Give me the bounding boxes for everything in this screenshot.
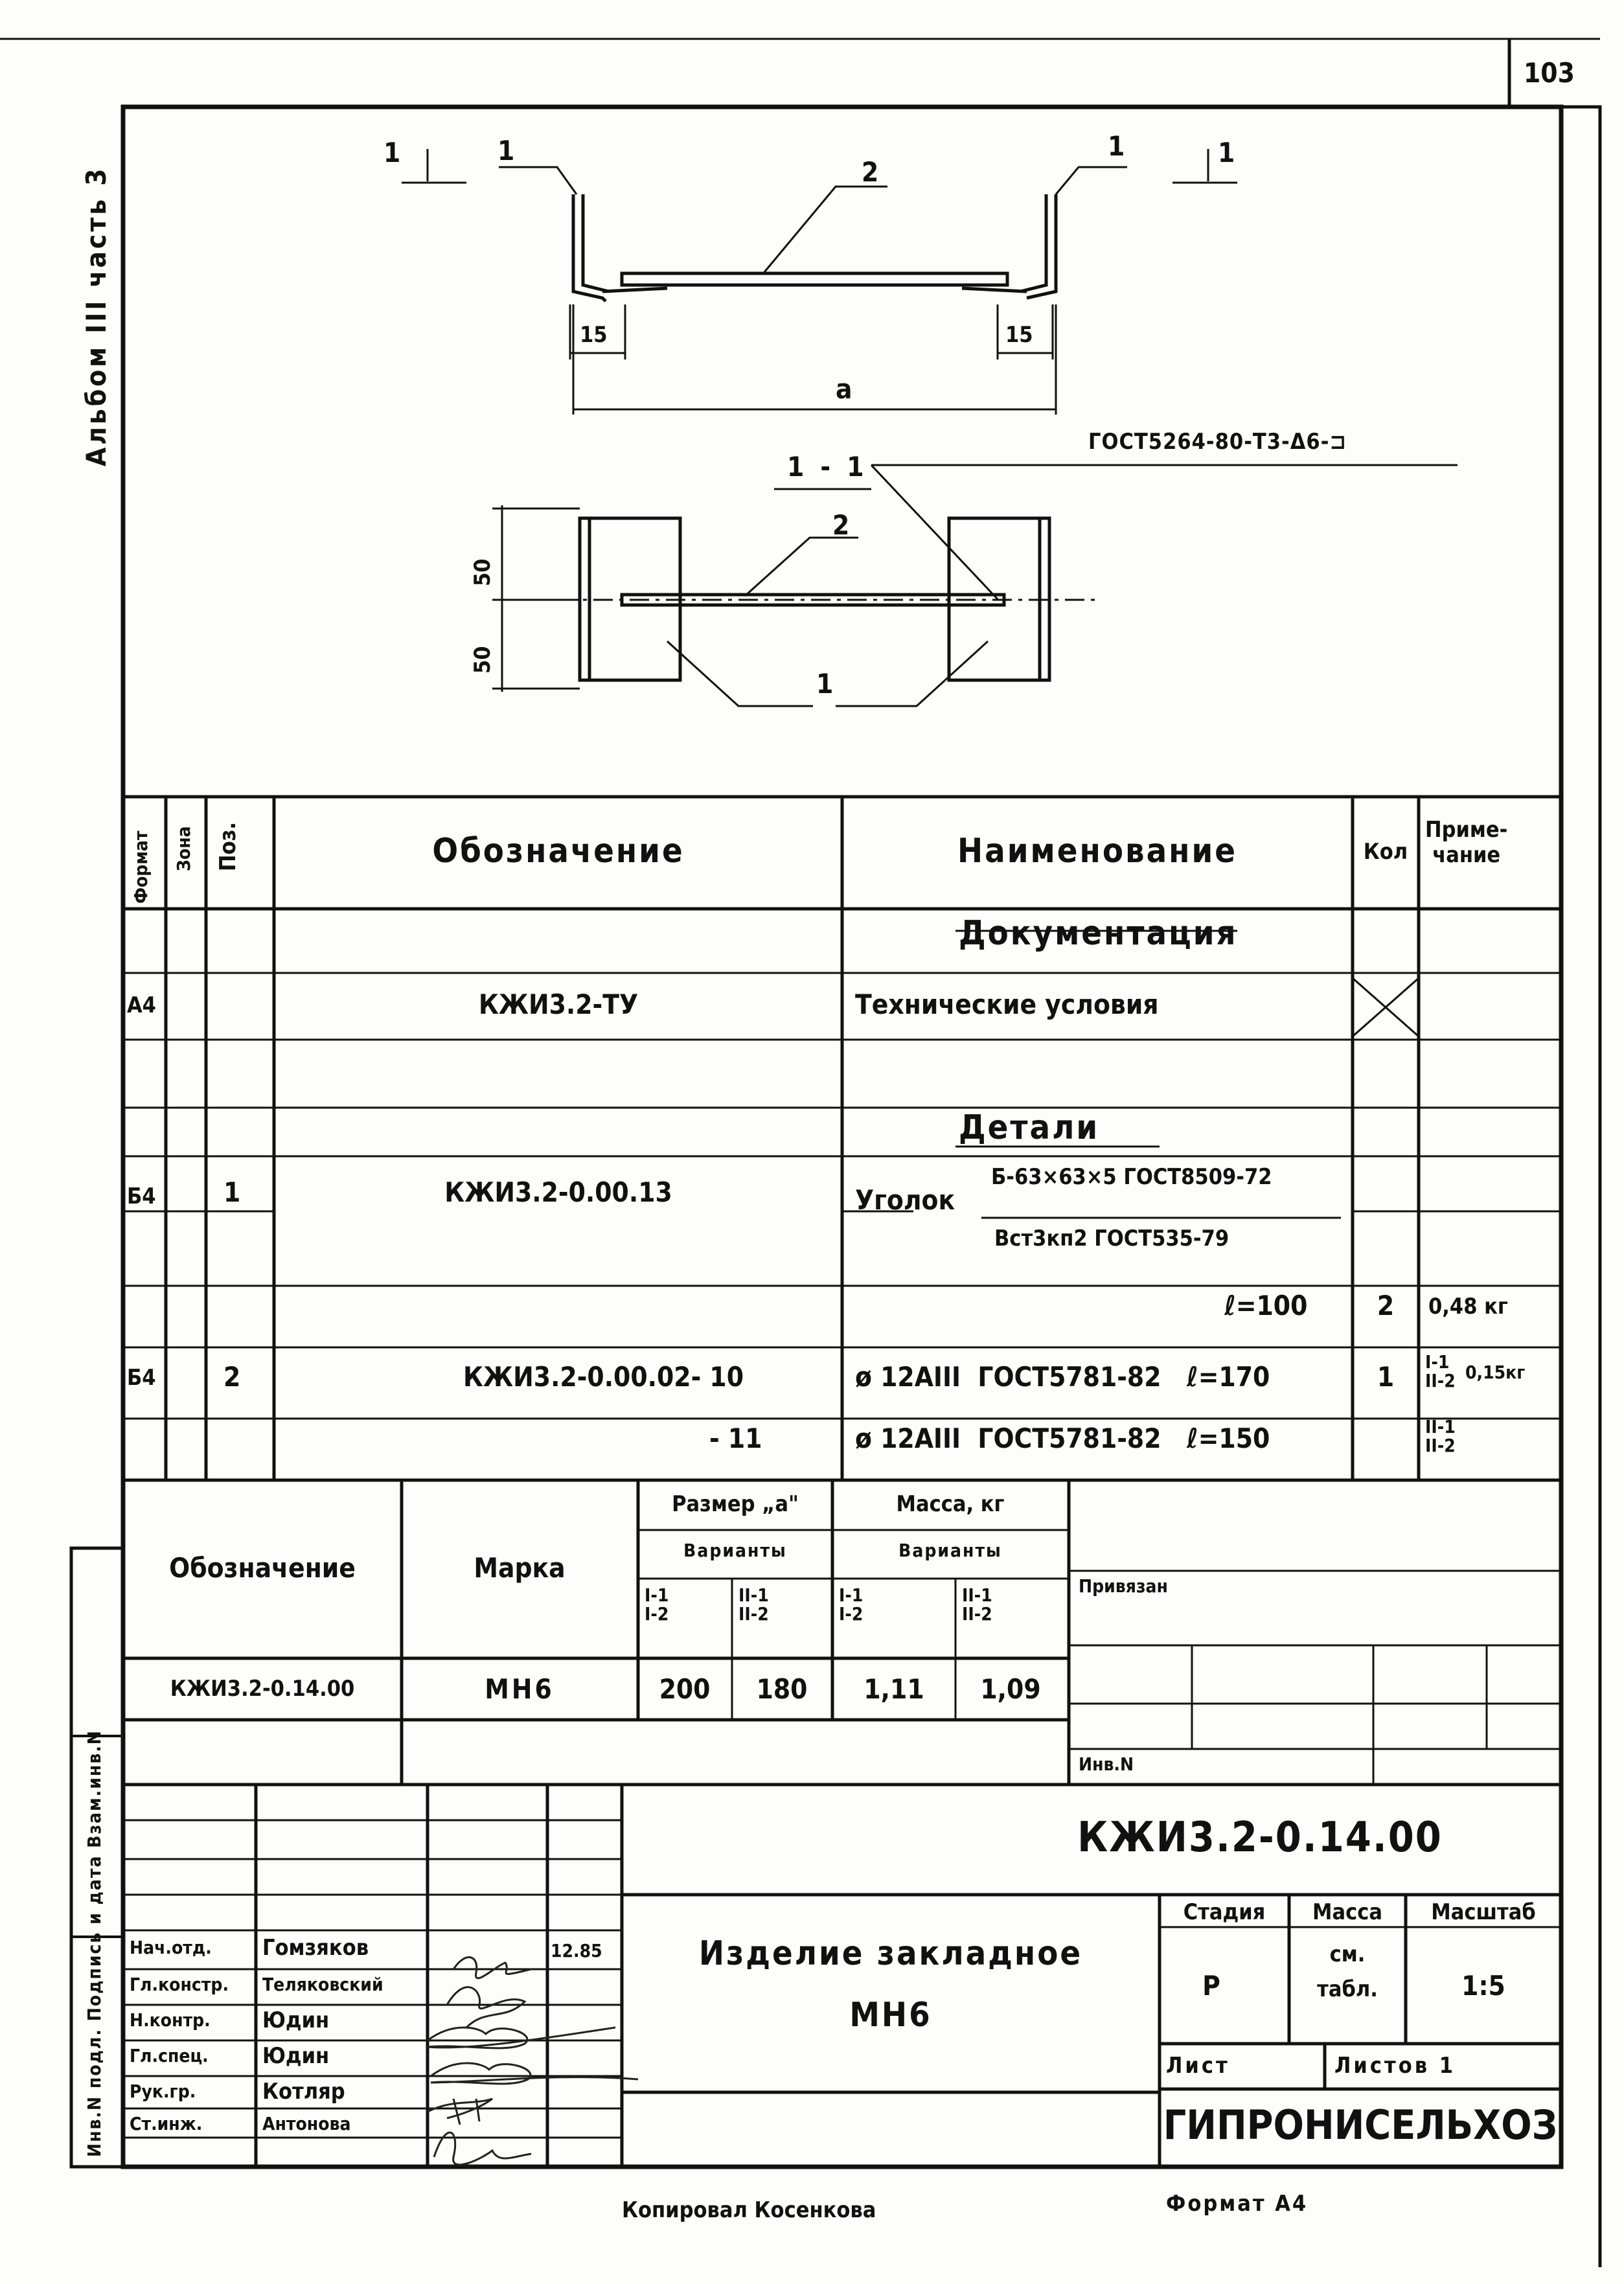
ugolok-format: Б4 xyxy=(127,1183,156,1209)
col-pos-header: Поз. xyxy=(215,821,241,871)
var-a-v2: II-1 II-2 xyxy=(738,1584,769,1625)
col-format-header: Формат xyxy=(130,830,152,904)
col-zone-header: Зона xyxy=(173,826,194,871)
staff-name: Юдин xyxy=(262,2007,330,2033)
var-size-header: Размер „a" xyxy=(672,1491,799,1517)
mass-label: Масса xyxy=(1312,1899,1382,1925)
staff-role: Нач.отд. xyxy=(130,1937,212,1958)
var-mark-header: Марка xyxy=(474,1552,566,1584)
len100: ℓ=100 xyxy=(1224,1290,1308,1321)
staff-role: Н.контр. xyxy=(130,2009,211,2031)
dim-50-bottom: 50 xyxy=(470,646,496,674)
col-name-header: Наименование xyxy=(957,832,1237,871)
rod10-pos: 2 xyxy=(223,1361,241,1393)
staff-name: Юдин xyxy=(262,2043,330,2069)
callout-pos2: 2 xyxy=(862,156,879,188)
copied-by: Копировал Косенкова xyxy=(622,2197,876,2223)
var-mass-header: Масса, кг xyxy=(896,1491,1005,1517)
inv-label: Инв.N xyxy=(1079,1753,1134,1775)
section-pos1: 1 xyxy=(816,668,834,700)
dim-15-right: 15 xyxy=(1005,322,1033,348)
staff-name: Гомзяков xyxy=(262,1935,369,1961)
section-documentation: Документация xyxy=(959,914,1238,953)
staff-name: Теляковский xyxy=(262,1974,383,1995)
dim-a: a xyxy=(836,373,852,405)
var-designation-header: Обозначение xyxy=(169,1552,356,1584)
scale-label: Масштаб xyxy=(1431,1899,1536,1925)
dim-15-left: 15 xyxy=(580,322,608,348)
rod10-note-var: I-1 II-2 xyxy=(1425,1351,1456,1392)
section-pos2: 2 xyxy=(832,509,850,541)
staff-role: Рук.гр. xyxy=(130,2081,196,2102)
section-mark-right: 1 xyxy=(1218,137,1235,168)
var-row-a1: 200 xyxy=(659,1673,711,1705)
page-number: 103 xyxy=(1524,57,1575,89)
stage-value: Р xyxy=(1202,1970,1220,2002)
ugolok-pos: 1 xyxy=(223,1176,241,1208)
stamp-labels: Инв.N подл. Подпись и дата Взам.инв.N xyxy=(84,1730,105,2157)
callout-pos1-left: 1 xyxy=(497,135,515,166)
sign-date: 12.85 xyxy=(551,1940,602,1961)
var-size-variants: Варианты xyxy=(683,1540,787,1561)
section-mark-left: 1 xyxy=(383,137,401,168)
weld-note: ГОСТ5264-80-Т3-Δ6-⊐ xyxy=(1088,429,1347,455)
staff-name: Антонова xyxy=(262,2113,351,2134)
staff-role: Гл.спец. xyxy=(130,2045,209,2066)
doc-code: КЖИ3.2-0.14.00 xyxy=(1077,1814,1443,1862)
ugolok-designation: КЖИ3.2-0.00.13 xyxy=(444,1176,672,1208)
rod11-designation: - 11 xyxy=(709,1422,762,1454)
var-mass-variants: Варианты xyxy=(898,1540,1002,1561)
rod10-qty: 1 xyxy=(1377,1361,1395,1393)
col-qty-header: Кол xyxy=(1363,839,1408,865)
var-row-a2: 180 xyxy=(756,1673,808,1705)
ugolok-profile: Б-63×63×5 ГОСТ8509-72 xyxy=(991,1164,1272,1190)
rod10-note-mass: 0,15кг xyxy=(1465,1362,1526,1383)
var-m-v2: II-1 II-2 xyxy=(962,1584,992,1625)
rod10-name: ø 12АIII ГОСТ5781-82 ℓ=170 xyxy=(855,1361,1270,1393)
col-note-header: Приме- чание xyxy=(1425,817,1508,869)
scale-value: 1:5 xyxy=(1461,1970,1505,2002)
rod10-format: Б4 xyxy=(127,1365,156,1391)
sheet-label: Лист xyxy=(1166,2053,1230,2079)
ugolok-name-prefix: Уголок xyxy=(855,1184,955,1216)
section-parts: Детали xyxy=(959,1108,1100,1147)
var-row-mark: МН6 xyxy=(485,1673,555,1705)
organization: ГИПРОНИСЕЛЬХОЗ xyxy=(1163,2101,1558,2149)
callout-pos1-right: 1 xyxy=(1108,130,1125,162)
len100-qty: 2 xyxy=(1377,1290,1395,1321)
var-a-v1: I-1 I-2 xyxy=(645,1584,669,1625)
var-row-m2: 1,09 xyxy=(980,1673,1041,1705)
col-designation-header: Обозначение xyxy=(432,832,685,871)
linked-label: Привязан xyxy=(1079,1575,1168,1597)
album-label: Альбом III часть 3 xyxy=(80,166,112,466)
len100-note: 0,48 кг xyxy=(1428,1294,1508,1319)
stage-label: Стадия xyxy=(1183,1899,1266,1925)
ugolok-steel: Вст3кп2 ГОСТ535-79 xyxy=(994,1226,1229,1251)
tu-name: Технические условия xyxy=(855,988,1159,1020)
product-mark: МН6 xyxy=(849,1996,932,2035)
staff-name: Котляр xyxy=(262,2079,345,2105)
rod11-note-var: II-1 II-2 xyxy=(1425,1416,1456,1457)
rod10-designation: КЖИ3.2-0.00.02- 10 xyxy=(463,1361,744,1393)
mass-value: см. табл. xyxy=(1317,1941,1378,2003)
var-m-v1: I-1 I-2 xyxy=(839,1584,863,1625)
var-row-designation: КЖИ3.2-0.14.00 xyxy=(170,1676,355,1702)
var-row-m1: 1,11 xyxy=(863,1673,924,1705)
tu-format: А4 xyxy=(127,992,156,1018)
format-label: Формат А4 xyxy=(1166,2191,1309,2217)
product-name: Изделие закладное xyxy=(698,1934,1083,1973)
staff-role: Ст.инж. xyxy=(130,2113,203,2134)
tu-designation: КЖИ3.2-ТУ xyxy=(478,988,639,1020)
rod11-name: ø 12АIII ГОСТ5781-82 ℓ=150 xyxy=(855,1422,1270,1454)
staff-role: Гл.констр. xyxy=(130,1974,229,1995)
section-title: 1 - 1 xyxy=(787,451,868,483)
sheets-label: Листов 1 xyxy=(1334,2053,1456,2079)
dim-50-top: 50 xyxy=(470,558,496,586)
